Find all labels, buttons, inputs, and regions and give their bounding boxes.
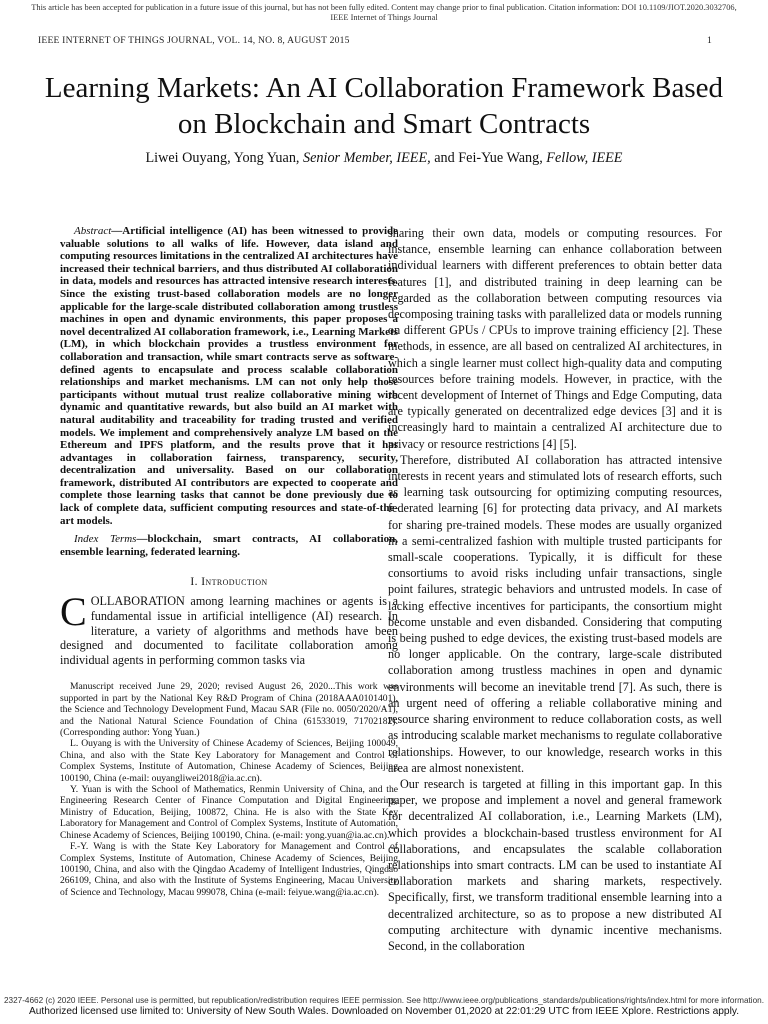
paragraph-1: sharing their own data, models or computing resources. For instance, ensemble learning can enhance collaboration between individual learners with different preferences to obtain better data features [1], and distributed training in deep learning can be regarded as the collaboration between computing resources via decomposing training tasks with parallelized data or models running on different GPUs / CPUs to improve training efficiency [2]. These methods, in essence, are all based on centralized AI architectures, in which a single learner must collect high-quality data and computing resources before training models. However, in practice, with the recent development of Internet of Things and Edge Computing, data are typically generated on decentralized edge devices [3] and it is increasingly hard to maintain a centralized AI architecture due to privacy or resource restrictions [4] [5]. (388, 226, 722, 451)
footnote-author-3: F.-Y. Wang is with the State Key Laboratory for Management and Control of Complex Systems, Institute of Automation, Chinese Academy of Sciences, Beijing 100190, China, and also with the Qingdao Academy of Intelligent Industries, Qingdao 266109, China, and also with the Institute of Systems Engineering, Macau University of Science and Technology, Macau 999078, China (e-mail: feiyue.wang@ia.ac.cn). (60, 841, 398, 898)
left-column (60, 225, 398, 898)
section-heading (60, 576, 398, 588)
footnote-author-1: L. Ouyang is with the University of Chinese Academy of Sciences, Beijing 100049, China, and also with the State Key Laboratory for Management and Control of Complex Systems, Institute of Automation, Chinese Academy of Sciences, Beijing 100190, China (e-mail: ouyangliwei2018@ia.ac.cn). (60, 738, 398, 784)
index-terms-label: Index Terms (74, 533, 137, 546)
drop-cap: C (60, 589, 87, 635)
running-head (38, 35, 712, 46)
abstract-label: Abstract (74, 225, 112, 237)
abstract (60, 225, 398, 527)
author-names-2: and Fei-Yue Wang, (434, 150, 543, 166)
author-line (30, 150, 738, 167)
abstract-text: —Artificial intelligence (AI) has been witnessed to provide valuable solutions to all walks of life. However, data island and computing resources limitations in the centralized AI architectures have increased their technical barriers, and thus distributed AI collaboration in data, models and resources has attracted intensive research interests. Since the existing trust-based collaboration models are no longer applicable for the large-scale distributed collaboration among trustless machines in open and dynamic environments, this paper proposes a novel decentralized AI collaboration framework, i.e., Learning Markets (LM), in which blockchain provides a trustless environment for collaboration and transaction, while smart contracts serve as software-defined agents to encapsulate and process scalable collaboration relationships and market mechanisms. LM can not only help those participants without mutual trust realize collaborative mining with dynamic and quantitative rewards, but also build an AI market with natural auditability and traceability for trading trusted and verified models. We implement and comprehensively analyze LM based on the Ethereum and IPFS platform, and the results prove that it has advantages in collaboration fairness, transparency, security, decentralization and universality. Based on our collaboration framework, distributed AI contributors are expected to cooperate and complete those learning tasks that cannot be done previously due to lack of complete data, sufficient computing resources and state-of-the-art models. (60, 225, 398, 527)
license-line: Authorized licensed use limited to: University of New South Wales. Downloaded on November 01,2020 at 22:01:29 UTC from IEEE Xplore. Restrictions apply. (28, 1006, 740, 1017)
right-column (388, 225, 722, 954)
index-terms-text: —blockchain, smart contracts, AI collaboration, ensemble learning, federated learning. (60, 533, 398, 558)
author-names-1: Liwei Ouyang, Yong Yuan, (145, 150, 300, 166)
copyright-line: 2327-4662 (c) 2020 IEEE. Personal use is permitted, but republication/redistribution requires IEEE permission. See http://www.ieee.org/publications_standards/publications/rights/index.html for more information. (3, 996, 764, 1005)
section-title: Introduction (201, 576, 268, 589)
footnote-author-2: Y. Yuan is with the School of Mathematics, Renmin University of China, and the Engineering Research Center of Finance Computation and Digital Engineering, Ministry of Education, Beijing, 100872, China. He is also with the State Key Laboratory for Management and Control of Complex Systems, Institute of Automation, Chinese Academy of Sciences, Beijing 100190, China. (e-mail: yong.yuan@ia.ac.cn). (60, 784, 398, 841)
journal-name: IEEE INTERNET OF THINGS JOURNAL, VOL. 14, NO. 8, AUGUST 2015 (38, 35, 350, 46)
index-terms (60, 533, 398, 558)
publication-notice: This article has been accepted for publication in a future issue of this journal, but has not been fully edited. Content may change prior to final publication. Citation information: DOI 10.1109/JIOT.2020.3032706, IEEE Internet of Things Journal (31, 3, 737, 22)
footnote-manuscript: Manuscript received June 29, 2020; revised August 26, 2020...This work was supported in part by the National Key R&D Program of China (2018AAA0101401), the Science and Technology Development Fund, Macau SAR (File no. 0050/2020/A1), and the National Natural Science Foundation of China (61533019, 71702182). (Corresponding author: Yong Yuan.) (60, 681, 398, 739)
author-role-1: Senior Member, IEEE, (303, 150, 431, 166)
intro-text: among learning machines or agents is a fundamental issue in artificial intelligence (AI) research. In literature, a variety of algorithms and methods have been designed and documented to facilitate collaboration among individual agents in performing common tasks via (60, 594, 398, 667)
intro-paragraph (60, 589, 398, 667)
author-role-2: Fellow, IEEE (546, 150, 623, 166)
section-number: I. (190, 576, 198, 589)
paragraph-3: Our research is targeted at filling in this important gap. In this paper, we propose and implement a novel and general framework for decentralized AI collaboration, i.e., Learning Markets (LM), which provides a blockchain-based trustless environment for AI collaborations, and encapsulates the scalable collaboration relationships into smart contracts. LM can be used to instantiate AI collaboration markets and sharing markets, respectively. Specifically, first, we transform traditional ensemble learning into a decentralized architecture, so as to propose a new distributed AI computing architecture with dynamic incentive mechanisms. Second, in the collaboration (388, 776, 722, 953)
paragraph-2: Therefore, distributed AI collaboration has attracted intensive interests in recent years and stimulated lots of research efforts, such as learning task outsourcing for optimizing computing resources, federated learning [6] for protecting data privacy, and AI markets for sharing pre-trained models. These modes are usually organized in a semi-centralized fashion with multiple trusted participants for small-scale cooperations. Typically, it is difficult for these consortiums to avoid risks including unfair transactions, single point failures, strategic behaviors and untrusted models. In case of lacking effective incentives for participants, the consortium might become unstable and even disbanded. Considering that computing is being pushed to edge devices, the existing trust-based models are no longer applicable. On the contrary, large-scale distributed collaboration among trustless machines in open and dynamic environments will become an inevitable trend [7]. As such, there is an urgent need of offering a reliable collaborative mining and resource sharing environment to reduce collaboration costs, as well as introducing scalable market mechanisms to regulate collaborative relationships. However, to our knowledge, research works in this area are almost nonexistent. (388, 452, 722, 775)
intro-lead-word: OLLABORATION (90, 594, 185, 609)
paper-title: Learning Markets: An AI Collaboration Framework Based on Blockchain and Smart Contracts (44, 72, 724, 140)
page-number: 1 (707, 35, 712, 46)
footnotes (60, 681, 398, 898)
